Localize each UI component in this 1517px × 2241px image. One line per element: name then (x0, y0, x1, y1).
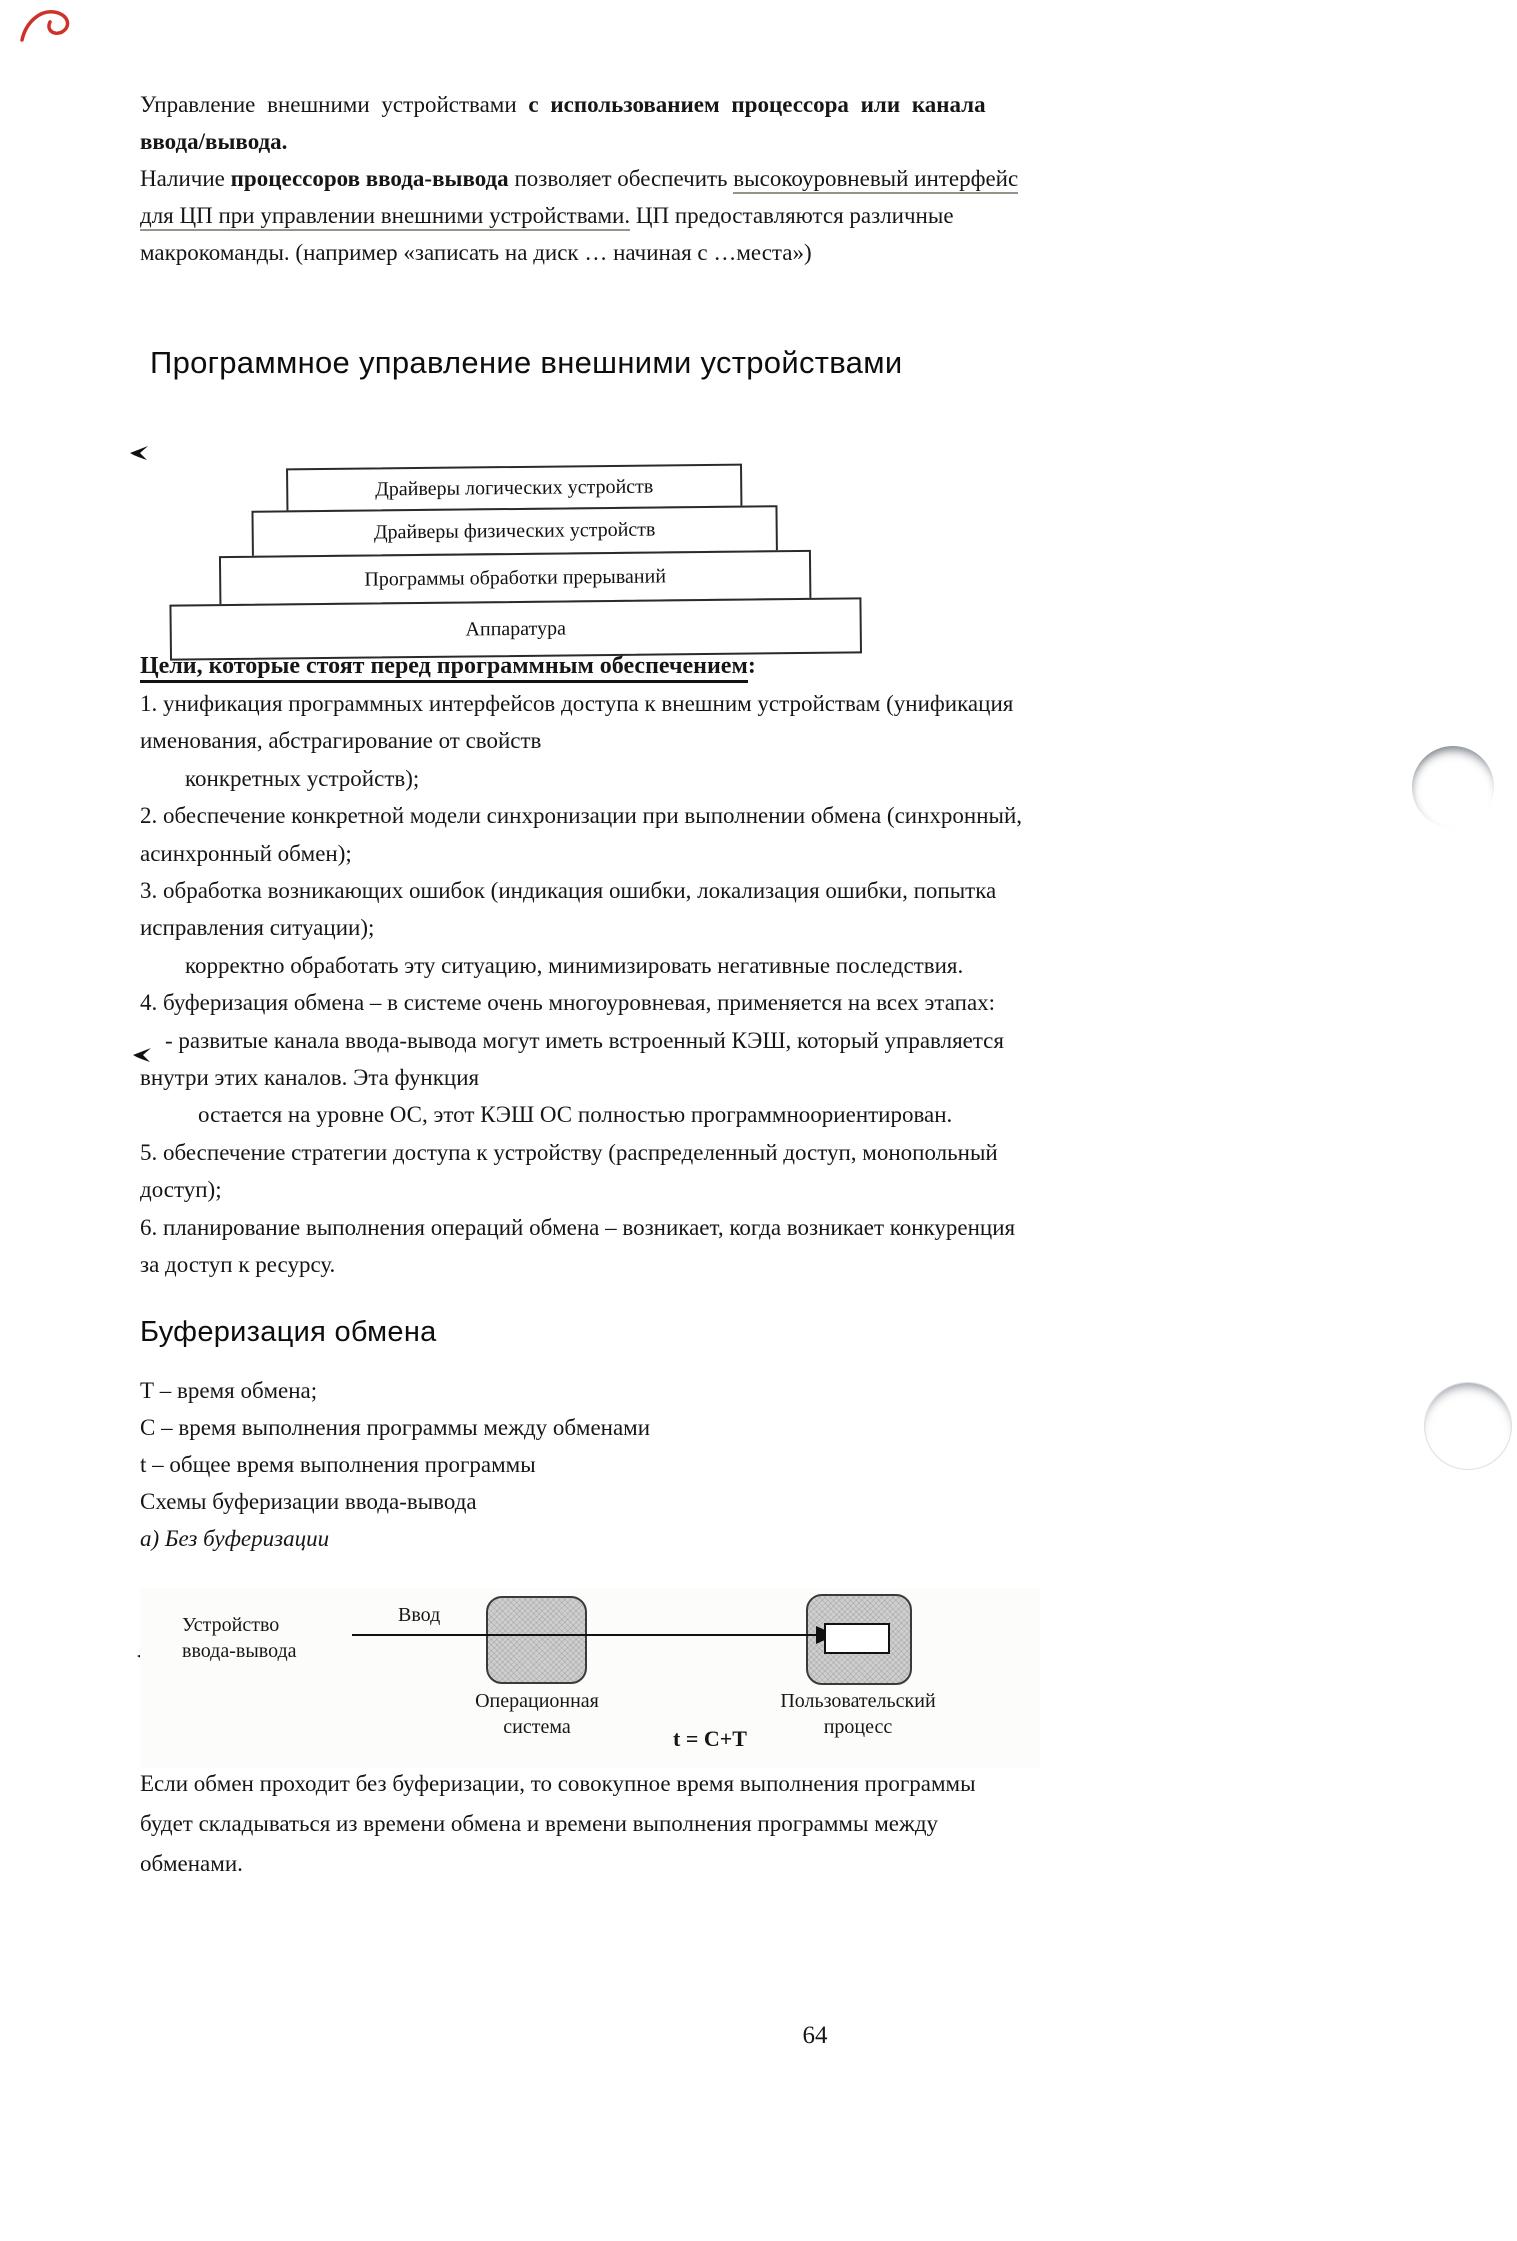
text-line: 5. обеспечение стратегии доступа к устройству (распределенный доступ, монопольный (140, 1139, 998, 1165)
user-process-label: Пользовательский процесс (780, 1690, 936, 1738)
text-line: Т – время обмена; (140, 1378, 318, 1403)
text-line: за доступ к ресурсу. (140, 1252, 336, 1278)
no-buffering-diagram (140, 1588, 1040, 1768)
text-line: будет складываться из времени обмена и времени выполнения программы между (140, 1811, 939, 1836)
text-line: Управление внешними устройствами с использованием процессора или канала (140, 92, 986, 117)
section-title-buffering: Буферизация обмена (140, 1316, 437, 1348)
io-device-label: Устройство ввода-вывода (182, 1614, 297, 1662)
os-box-label: Операционная система (475, 1690, 599, 1738)
text-line: 4. буферизация обмена – в системе очень многоуровневая, применяется на всех этапах: (140, 990, 996, 1016)
user-buffer-rect (824, 1623, 890, 1654)
section-title-software-control: Программное управление внешними устройствами (150, 345, 903, 380)
text-line: 3. обработка возникающих ошибок (индикация ошибки, локализация ошибки, попытка (140, 878, 997, 904)
text-line: t – общее время выполнения программы (140, 1452, 536, 1477)
pyramid-layer-label: Драйверы физических устройств (373, 518, 656, 544)
text-line: 2. обеспечение конкретной модели синхронизации при выполнении обмена (синхронный, (140, 803, 1023, 829)
text-line: 6. планирование выполнения операций обмена – возникает, когда возникает конкуренция (140, 1214, 1016, 1240)
closing-paragraph (140, 1764, 1040, 1884)
text-line: асинхронный обмен); (140, 840, 352, 866)
text-line: корректно обработать эту ситуацию, минимизировать негативные последствия. (185, 952, 964, 978)
text-line: Если обмен проходит без буферизации, то совокупное время выполнения программы (140, 1771, 976, 1796)
text-line: а) Без буферизации (140, 1526, 330, 1551)
text-line: обменами. (140, 1851, 243, 1876)
input-arrow (352, 1634, 820, 1636)
pyramid-layer-label: Аппаратура (465, 616, 567, 641)
text-line: доступ); (140, 1177, 222, 1203)
punch-hole (1424, 1382, 1512, 1470)
software-goals-list (140, 648, 1040, 1284)
red-pen-scribble (16, 2, 88, 54)
punch-hole (1412, 746, 1494, 828)
text-line: конкретных устройств); (185, 765, 420, 791)
input-arrow-label: Ввод (398, 1604, 441, 1626)
pyramid-layer-label: Драйверы логических устройств (375, 475, 654, 500)
time-formula: t = C+T (673, 1726, 747, 1751)
text-line: внутри этих каналов. Эта функция (140, 1065, 480, 1091)
buffering-definitions (140, 1372, 1040, 1557)
pyramid-layer-logical-drivers (286, 464, 742, 513)
os-box (486, 1596, 587, 1684)
text-line: Схемы буферизации ввода-вывода (140, 1489, 477, 1514)
text-line: именования, абстрагирование от свойств (140, 728, 542, 754)
text-line: С – время выполнения программы между обменами (140, 1415, 651, 1440)
text-line: исправления ситуации); (140, 915, 375, 941)
pyramid-layer-physical-drivers (251, 505, 777, 558)
page-number: 64 (802, 2022, 828, 2049)
pyramid-layer-label: Программы обработки прерываний (364, 564, 667, 591)
text-line: остается на уровне ОС, этот КЭШ ОС полностью программноориентирован. (198, 1102, 953, 1128)
margin-arrow-icon (128, 445, 150, 462)
pyramid-layer-interrupt-handlers (219, 550, 811, 606)
intro-paragraphs (140, 86, 1040, 271)
goals-title: Цели, которые стоят перед программным обеспечением: (140, 648, 1040, 685)
text-line: - развитые канала ввода-вывода могут иметь встроенный КЭШ, который управляется (165, 1027, 1004, 1053)
driver-layers-diagram (164, 462, 866, 658)
text-line: Наличие процессоров ввода-вывода позволяет обеспечить высокоуровневый интерфейс (140, 160, 1040, 197)
text-line: макрокоманды. (например «записать на диск … начиная с …места») (140, 240, 812, 265)
goals-lines (140, 685, 1040, 1284)
text-line: ввода/вывода. (140, 129, 288, 154)
text-line: для ЦП при управлении внешними устройствами. ЦП предоставляются различные (140, 197, 1040, 234)
text-line: 1. унификация программных интерфейсов доступа к внешним устройствам (унификация (140, 691, 1014, 716)
